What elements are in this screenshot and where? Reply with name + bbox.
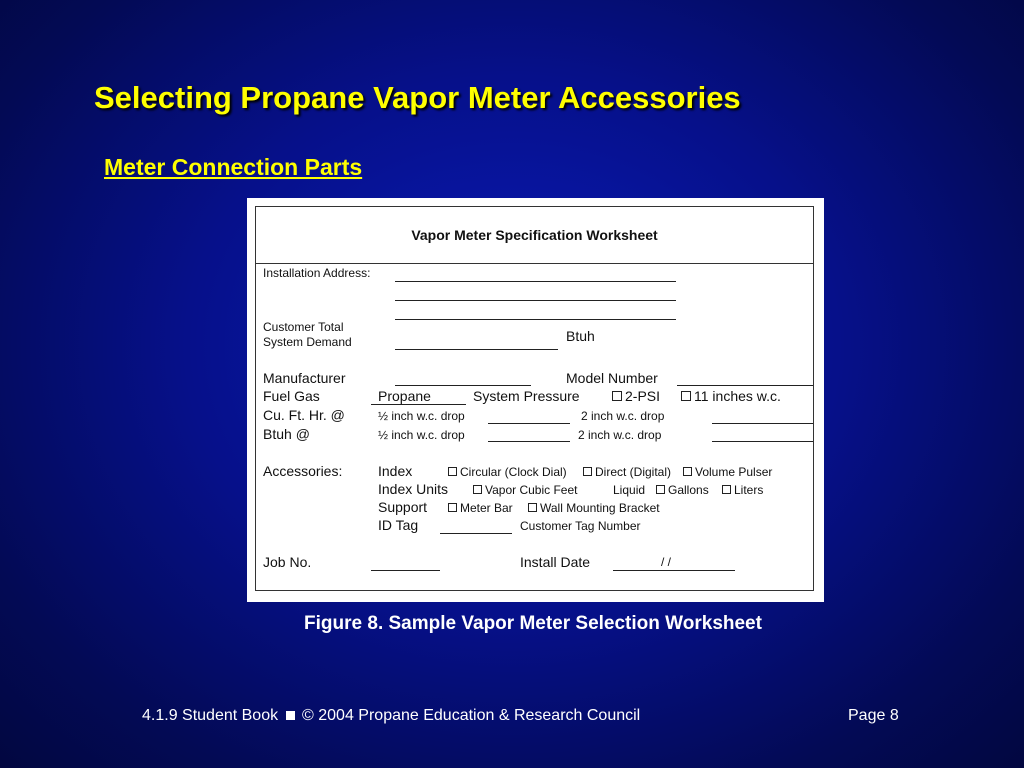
address-line-3 <box>395 319 676 320</box>
footer <box>142 707 640 725</box>
two-drop-line-2 <box>712 441 813 442</box>
date-slashes: / / <box>661 555 672 569</box>
checkbox-icon <box>583 467 592 476</box>
manufacturer-line <box>395 385 531 386</box>
support-label: Support <box>378 499 428 515</box>
gallons-option[interactable]: Gallons <box>656 483 709 497</box>
system-pressure-label: System Pressure <box>473 388 580 404</box>
page-number: Page 8 <box>848 707 899 724</box>
two-drop-label-2: 2 inch w.c. drop <box>578 428 662 442</box>
half-drop-line-1 <box>488 423 570 424</box>
slide-title: Selecting Propane Vapor Meter Accessories <box>94 80 741 115</box>
install-date-label: Install Date <box>520 554 591 570</box>
checkbox-icon <box>683 467 692 476</box>
system-demand-label: System Demand <box>263 335 352 349</box>
cuft-label: Cu. Ft. Hr. @ <box>263 407 345 423</box>
index-units-label: Index Units <box>378 481 449 497</box>
worksheet-figure <box>247 198 824 602</box>
figure-caption: Figure 8. Sample Vapor Meter Selection Worksheet <box>304 613 762 634</box>
installation-address-label: Installation Address: <box>263 266 371 280</box>
inches11-option[interactable]: 11 inches w.c. <box>681 388 781 404</box>
address-line-1 <box>395 281 676 282</box>
checkbox-icon <box>612 391 622 401</box>
checkbox-icon <box>656 485 665 494</box>
id-tag-line <box>440 533 512 534</box>
volume-pulser-option[interactable]: Volume Pulser <box>683 465 772 479</box>
propane-value: Propane <box>378 388 431 404</box>
title-divider <box>256 263 813 264</box>
index-label: Index <box>378 463 413 479</box>
job-no-line <box>371 570 440 571</box>
slide-subtitle: Meter Connection Parts <box>104 154 363 180</box>
address-line-2 <box>395 300 676 301</box>
id-tag-label: ID Tag <box>378 517 419 533</box>
customer-tag-label: Customer Tag Number <box>520 519 641 533</box>
square-bullet-icon <box>286 711 295 720</box>
install-date-line <box>613 570 735 571</box>
footer-copyright: © 2004 Propane Education & Research Council <box>302 707 641 724</box>
worksheet-form <box>255 206 814 591</box>
direct-option[interactable]: Direct (Digital) <box>583 465 671 479</box>
meter-bar-option[interactable]: Meter Bar <box>448 501 513 515</box>
fuel-gas-label: Fuel Gas <box>263 388 320 404</box>
two-drop-label-1: 2 inch w.c. drop <box>581 409 665 423</box>
btuh-at-label: Btuh @ <box>263 426 310 442</box>
checkbox-icon <box>473 485 482 494</box>
customer-total-label: Customer Total <box>263 320 344 334</box>
job-no-label: Job No. <box>263 554 312 570</box>
accessories-label: Accessories: <box>263 463 343 479</box>
checkbox-icon <box>681 391 691 401</box>
worksheet-title: Vapor Meter Specification Worksheet <box>411 227 658 243</box>
footer-book: 4.1.9 Student Book <box>142 707 279 724</box>
fuel-gas-line <box>371 404 466 405</box>
checkbox-icon <box>448 503 457 512</box>
model-number-label: Model Number <box>566 370 658 386</box>
liters-option[interactable]: Liters <box>722 483 763 497</box>
btuh-unit-label: Btuh <box>566 328 595 344</box>
manufacturer-label: Manufacturer <box>263 370 346 386</box>
half-drop-label-1: ½ inch w.c. drop <box>378 409 465 423</box>
psi2-option[interactable]: 2-PSI <box>612 388 660 404</box>
wall-bracket-option[interactable]: Wall Mounting Bracket <box>528 501 660 515</box>
model-number-line <box>677 385 813 386</box>
demand-line <box>395 349 558 350</box>
liquid-label: Liquid <box>613 483 646 497</box>
two-drop-line-1 <box>712 423 813 424</box>
checkbox-icon <box>528 503 537 512</box>
circular-option[interactable]: Circular (Clock Dial) <box>448 465 567 479</box>
half-drop-line-2 <box>488 441 570 442</box>
checkbox-icon <box>448 467 457 476</box>
checkbox-icon <box>722 485 731 494</box>
half-drop-label-2: ½ inch w.c. drop <box>378 428 465 442</box>
vapor-cubic-feet-option[interactable]: Vapor Cubic Feet <box>473 483 578 497</box>
